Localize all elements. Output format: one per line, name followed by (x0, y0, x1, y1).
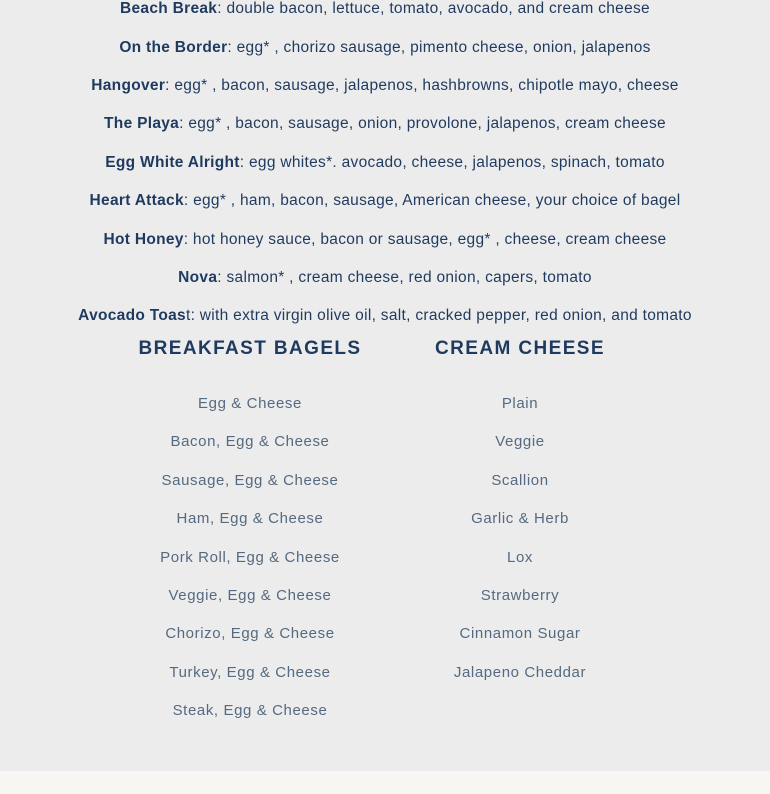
special-item (0, 230, 770, 250)
list-item: Garlic & Herb (471, 510, 569, 528)
special-description: : egg whites*. avocado, cheese, jalapenos, spinach, tomato (239, 154, 665, 171)
list-item: Pork Roll, Egg & Cheese (160, 548, 340, 566)
special-description: : salmon* , cream cheese, red onion, capers, tomato (217, 269, 592, 286)
footer-band (0, 771, 770, 794)
special-description: : egg* , bacon, sausage, onion, provolone, jalapenos, cream cheese (179, 115, 666, 132)
cream-cheese-heading: CREAM CHEESE (435, 338, 605, 359)
special-name: Hot Honey (103, 231, 184, 248)
list-item: Veggie, Egg & Cheese (168, 586, 332, 604)
list-item: Jalapeno Cheddar (453, 663, 587, 681)
special-description: : egg* , bacon, sausage, jalapenos, hashbrowns, chipotle mayo, cheese (165, 77, 679, 94)
special-description: : egg* , chorizo sausage, pimento cheese, onion, jalapenos (227, 39, 651, 56)
special-item (0, 0, 770, 19)
breakfast-bagels-heading: BREAKFAST BAGELS (138, 338, 362, 359)
special-item (0, 153, 770, 173)
special-description: : hot honey sauce, bacon or sausage, egg* , cheese, cream cheese (183, 231, 667, 248)
list-item: Scallion (491, 471, 549, 489)
breakfast-bagels-list (110, 393, 390, 739)
special-name: Avocado Toas (78, 307, 186, 324)
list-item: Sausage, Egg & Cheese (161, 471, 339, 489)
list-item: Steak, Egg & Cheese (172, 702, 328, 720)
list-item: Ham, Egg & Cheese (176, 510, 324, 528)
cream-cheese-list (400, 393, 640, 700)
list-item: Cinnamon Sugar (459, 625, 581, 643)
special-description: : egg* , ham, bacon, sausage, American cheese, your choice of bagel (183, 192, 681, 209)
list-item: Chorizo, Egg & Cheese (165, 625, 335, 643)
list-item: Plain (501, 395, 539, 412)
special-name: Nova (178, 269, 218, 286)
special-name: Heart Attack (89, 192, 184, 209)
special-item (0, 114, 770, 134)
list-item: Strawberry (480, 586, 560, 604)
special-name: Hangover (91, 77, 166, 94)
list-item: Turkey, Egg & Cheese (169, 663, 331, 681)
special-name: Egg White Alright (105, 154, 240, 171)
list-item: Bacon, Egg & Cheese (170, 433, 330, 451)
special-description: t: with extra virgin olive oil, salt, cracked pepper, red onion, and tomato (185, 307, 692, 324)
special-item (0, 38, 770, 58)
special-name: Beach Break (120, 0, 218, 17)
special-item (0, 76, 770, 96)
special-description: : double bacon, lettuce, tomato, avocado, and cream cheese (217, 0, 650, 17)
list-item: Veggie (495, 433, 545, 451)
list-item: Egg & Cheese (198, 395, 302, 412)
special-item (0, 191, 770, 211)
special-name: On the Border (119, 39, 228, 56)
special-item (0, 306, 770, 326)
special-name: The Playa (104, 115, 180, 132)
list-item: Lox (507, 548, 533, 566)
special-item (0, 268, 770, 288)
